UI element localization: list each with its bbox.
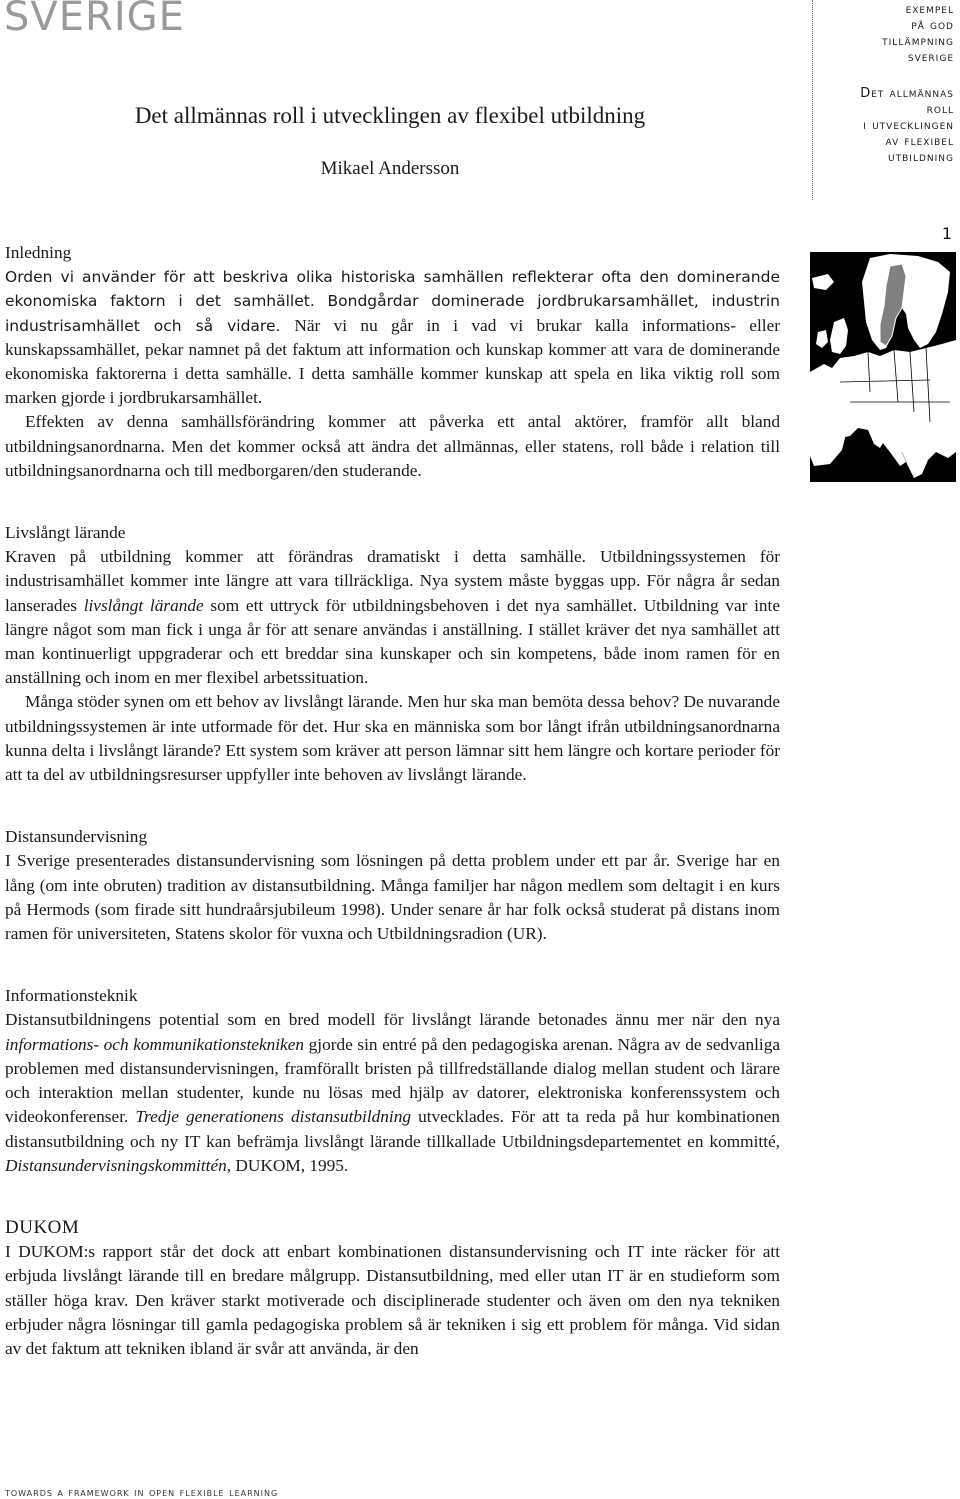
section-dukom bbox=[5, 1216, 780, 1361]
paragraph bbox=[5, 1008, 780, 1177]
emphasis: livslångt lärande bbox=[83, 595, 204, 615]
section-distansundervisning bbox=[5, 825, 780, 946]
emphasis: informations- och kommunikationstekniken bbox=[5, 1034, 305, 1054]
text-run: När vi nu går in i vad vi brukar kalla informations- eller kunskapssamhället, pekar namnet på det faktum att information och kunskap kommer att vara de dominerande ekonomiska faktorerna i detta samhälle. I detta samhälle kommer kunskap att spela en lika viktig roll som marken gjorde i jordbrukarsamhället. bbox=[5, 315, 780, 408]
text-run: , DUKOM, 1995. bbox=[226, 1155, 349, 1175]
margin-line: roll bbox=[926, 102, 954, 117]
paragraph: Effekten av denna samhällsförändring kommer att påverka ett antal aktörer, framför allt bland utbildningsanordnarna. Men det kommer också att ändra det allmännas, eller statens, roll både i relation till utbildningsanordnarna och till medborgaren/den studerande. bbox=[5, 412, 780, 480]
country-header: SVERIGE bbox=[4, 0, 185, 40]
margin-category-label bbox=[814, 2, 954, 66]
margin-line: av flexibel bbox=[885, 134, 954, 149]
text-run: som ett uttryck för utbildningsbehoven i det nya samhället. Utbildning var inte längre något som man fick i unga år för att senare användas i anställning. I stället kräver det nya samhället att man kontinuerligt uppgraderar och ett breddar sina kunskaper och sin kompetens, både inom ramen för en anställning och inom en mer flexibel arbetssituation. bbox=[5, 595, 780, 688]
paragraph bbox=[5, 265, 780, 410]
margin-line: i utvecklingen bbox=[863, 118, 954, 133]
section-heading: Inledning bbox=[5, 243, 72, 262]
margin-line: tillämpning bbox=[882, 34, 954, 49]
text-run: Kraven på utbildning kommer att förändras dramatiskt i detta samhälle. Utbildningssystemen för industrisamhället kommer inte längre att vara tillräckliga. Nya system måste byggas upp. För några år sedan lanserades bbox=[5, 547, 780, 615]
margin-line: på god bbox=[911, 18, 954, 33]
section-livslangt-larande bbox=[5, 521, 780, 787]
text-run: gjorde sin entré på den pedagogiska arenan. Några av de sedvanliga problemen med distansundervisningen, framförallt bristen på tillfredställande dialog mellan student och lärare och interaktion mellan studenter, kunde nu lösas med hjälp av datorer, elektroniska konferenssystem och videokonferenser. bbox=[5, 1034, 781, 1127]
europe-map-icon bbox=[810, 252, 956, 482]
emphasis: Distansundervisningskommittén bbox=[5, 1155, 227, 1175]
margin-line: sverige bbox=[907, 50, 954, 65]
margin-line: Det allmännas bbox=[860, 86, 954, 101]
section-heading: Informationsteknik bbox=[5, 986, 138, 1006]
margin-line: exempel bbox=[905, 2, 954, 17]
page-footer: towards a framework in open flexible learning bbox=[5, 1486, 279, 1499]
paragraph: I Sverige presenterades distansundervisning som lösningen på detta problem under ett par år. Sverige har en lång (om inte obruten) tradition av distansutbildning. Många familjer har någon medlem som deltagit i en kurs på Hermods (som firade sitt hundraårsjubileum 1998). Under senare år har folk också studerat på distans inom ramen för universiteten, Statens skolor för vuxna och Utbildningsradion (UR). bbox=[5, 851, 780, 944]
author-name: Mikael Andersson bbox=[320, 158, 460, 179]
section-heading: Distansundervisning bbox=[5, 827, 148, 847]
text-run: Distansutbildningens potential som en bred modell för livslångt lärande betonades ännu mer när den nya bbox=[5, 1010, 780, 1030]
paragraph: Många stöder synen om ett behov av livslångt lärande. Men hur ska man bemöta dessa behov? De nuvarande utbildningssystemen är inte utformade för det. Hur ska en människa som bor långt ifrån utbildningsanordnarna kunna delta i livslångt lärande? Ett system som kräver att person lämnar sitt hem längre och kortare perioder för att ta del av utbildningsresurser uppfyller inte behoven av livslångt lärande. bbox=[5, 692, 780, 785]
section-informationsteknik bbox=[5, 984, 780, 1178]
text-run: utvecklades. För att ta reda på hur kombinationen distansutbildning och ny IT kan befrämja livslångt lärande tillkallade Utbildningsdepartementet en kommitté, bbox=[5, 1107, 780, 1151]
text-run: Orden vi använder för att beskriva olika historiska samhällen reflekterar ofta den dominerande ekonomiska faktorn i det samhället. Bondgårdar dominerade jordbrukarsamhället, industrin industrisamhället och så vidare. bbox=[5, 268, 780, 335]
section-heading: DUKOM bbox=[5, 1216, 80, 1238]
article-body bbox=[5, 241, 780, 1399]
paragraph: I DUKOM:s rapport står det dock att enbart kombinationen distansundervisning och IT inte räcker för att erbjuda livslångt lärande till en bredare målgrupp. Distansutbildning, med eller utan IT är en studieform som ställer höga krav. Den kräver starkt motiverade och disciplinerade studenter och även om den nya tekniken erbjuder några lösningar till gamla pedagogiska problem så är tekniken i sig ett problem för många. Vid sidan av det faktum att tekniken ibland är svår att använda, är den bbox=[5, 1242, 780, 1358]
emphasis: Tredje generationens distansutbildning bbox=[135, 1107, 412, 1127]
dotted-divider bbox=[812, 0, 813, 200]
section-inledning bbox=[5, 241, 780, 483]
paragraph bbox=[5, 545, 780, 690]
section-heading: Livslångt lärande bbox=[5, 523, 126, 543]
page-number: 1 bbox=[941, 224, 952, 243]
document-title: Det allmännas roll i utvecklingen av flexibel utbildning bbox=[134, 103, 646, 128]
margin-line: utbildning bbox=[888, 150, 954, 165]
margin-running-title bbox=[814, 86, 954, 166]
